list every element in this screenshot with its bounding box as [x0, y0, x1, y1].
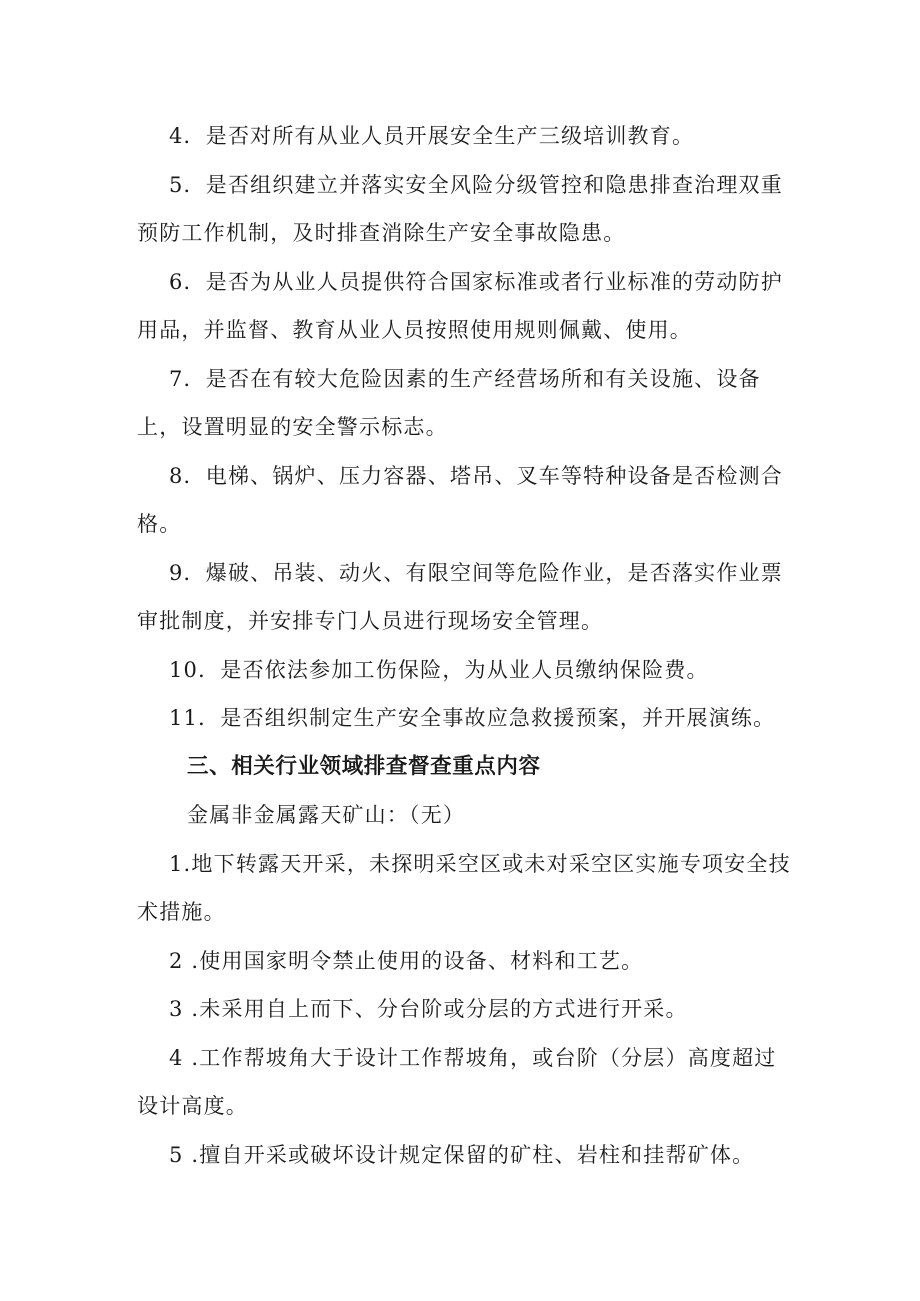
- paragraph-mining-3: 3 .未采用自上而下、分台阶或分层的方式进行开采。: [169, 997, 688, 1021]
- paragraph-item-7: 7．是否在有较大危险因素的生产经营场所和有关设施、设备上，设置明显的安全警示标志。: [137, 366, 761, 439]
- paragraph-item-4: 4．是否对所有从业人员开展安全生产三级培训教育。: [169, 124, 695, 148]
- document-body: [137, 112, 793, 1179]
- paragraph-item-9: 9．爆破、吊装、动火、有限空间等危险作业，是否落实作业票审批制度，并安排专门人员进行现场安全管理。: [137, 560, 783, 633]
- paragraph-mining-5: 5 .擅自开采或破坏设计规定保留的矿柱、岩柱和挂帮矿体。: [169, 1142, 755, 1167]
- paragraph-mining-4: 4 .工作帮坡角大于设计工作帮坡角，或台阶（分层）高度超过设计高度。: [137, 1045, 777, 1118]
- paragraph-item-11: 11．是否组织制定生产安全事故应急救援预案，并开展演练。: [169, 706, 776, 730]
- subsection-title: 金属非金属露天矿山：（无）: [187, 803, 466, 827]
- paragraph-mining-2: 2 .使用国家明令禁止使用的设备、材料和工艺。: [169, 948, 644, 973]
- paragraph-item-8: 8．电梯、锅炉、压力容器、塔吊、叉车等特种设备是否检测合格。: [137, 463, 783, 536]
- paragraph-item-5: 5．是否组织建立并落实安全风险分级管控和隐患排查治理双重预防工作机制，及时排查消除生产安全事故隐患。: [137, 172, 783, 245]
- paragraph-mining-1: 1.地下转露天开采，未探明采空区或未对采空区实施专项安全技术措施。: [137, 851, 791, 924]
- section-heading: 三、相关行业领域排查督查重点内容: [187, 753, 541, 779]
- paragraph-item-6: 6．是否为从业人员提供符合国家标准或者行业标准的劳动防护用品，并监督、教育从业人员按照使用规则佩戴、使用。: [137, 269, 783, 342]
- paragraph-item-10: 10．是否依法参加工伤保险，为从业人员缴纳保险费。: [169, 657, 709, 682]
